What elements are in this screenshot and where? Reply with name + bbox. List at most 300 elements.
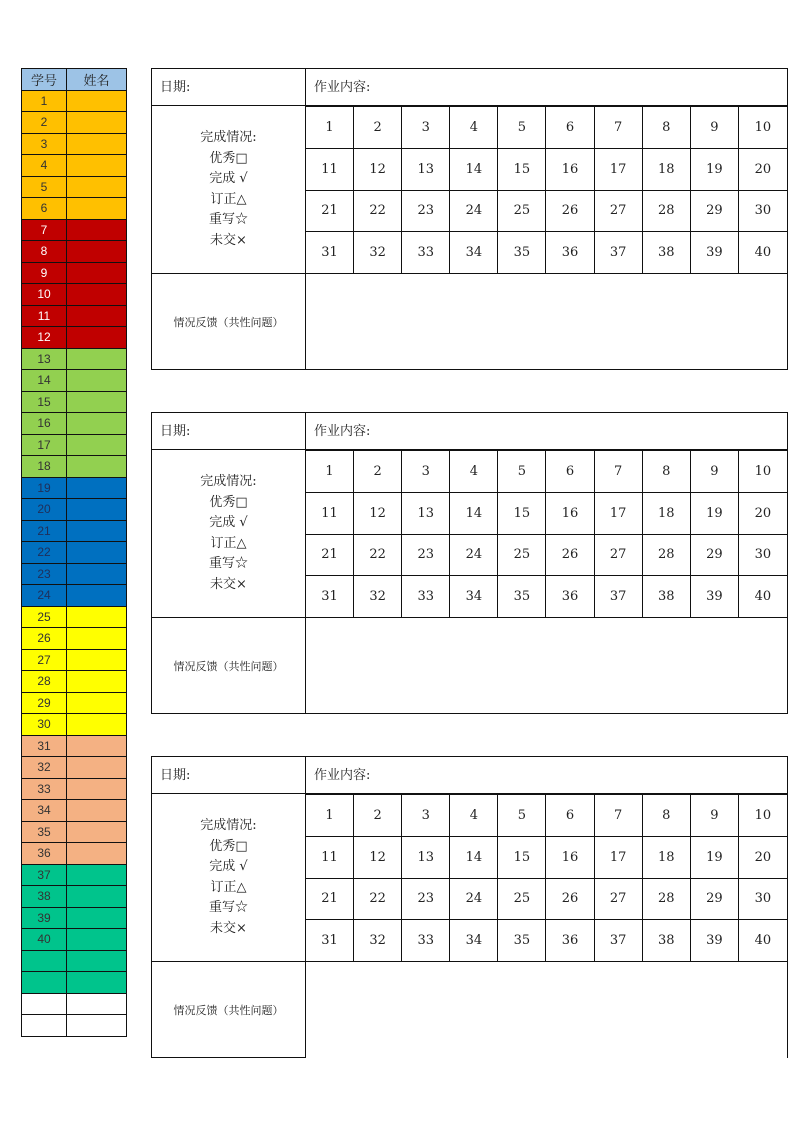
student-name-cell[interactable]	[67, 671, 127, 693]
student-id-cell: 20	[22, 499, 67, 521]
student-name-cell[interactable]	[67, 284, 127, 306]
roster-row	[22, 735, 127, 757]
student-id-cell	[22, 950, 67, 972]
student-number-cell[interactable]: 24	[450, 190, 498, 232]
student-number-grid	[306, 106, 787, 273]
student-number-cell[interactable]: 7	[595, 106, 643, 148]
roster-row	[22, 886, 127, 908]
student-name-cell[interactable]	[67, 456, 127, 478]
student-number-cell[interactable]: 11	[306, 492, 354, 534]
student-number-cell[interactable]: 33	[402, 575, 450, 617]
student-name-cell[interactable]	[67, 886, 127, 908]
student-name-cell[interactable]	[67, 348, 127, 370]
roster-row	[22, 241, 127, 263]
student-number-cell[interactable]: 16	[546, 148, 594, 190]
student-number-cell[interactable]: 38	[643, 575, 691, 617]
student-number-cell[interactable]: 39	[691, 231, 739, 273]
student-number-cell[interactable]: 19	[691, 148, 739, 190]
roster-row	[22, 757, 127, 779]
student-number-cell[interactable]: 30	[739, 534, 787, 576]
roster-row	[22, 972, 127, 994]
date-field[interactable]	[152, 757, 306, 793]
student-number-cell[interactable]: 9	[691, 450, 739, 492]
student-name-cell[interactable]	[67, 714, 127, 736]
student-number-cell[interactable]: 9	[691, 794, 739, 836]
student-number-cell[interactable]: 8	[643, 794, 691, 836]
student-name-cell[interactable]	[67, 864, 127, 886]
student-number-cell[interactable]: 8	[643, 450, 691, 492]
student-number-cell[interactable]: 32	[354, 575, 402, 617]
student-name-cell[interactable]	[67, 370, 127, 392]
legend-not-submitted: 未交×	[210, 232, 247, 248]
legend-rewrite: 重写☆	[208, 212, 248, 227]
feedback-label: 情况反馈（共性问题）	[152, 618, 306, 713]
roster-row	[22, 305, 127, 327]
student-number-cell[interactable]: 3	[402, 106, 450, 148]
homework-content-label: 作业内容:	[314, 424, 371, 439]
roster-row	[22, 800, 127, 822]
student-number-cell[interactable]: 29	[691, 190, 739, 232]
student-id-cell: 1	[22, 90, 67, 112]
roster-row	[22, 606, 127, 628]
completion-legend	[152, 794, 306, 961]
student-number-cell[interactable]: 5	[498, 450, 546, 492]
legend-title: 完成情况:	[200, 818, 257, 833]
student-number-cell[interactable]: 7	[595, 450, 643, 492]
student-name-cell[interactable]	[67, 327, 127, 349]
student-id-cell: 38	[22, 886, 67, 908]
student-number-grid	[306, 794, 787, 961]
roster-row	[22, 90, 127, 112]
homework-record-block	[151, 756, 788, 1058]
student-name-cell[interactable]	[67, 133, 127, 155]
roster-row	[22, 628, 127, 650]
student-name-cell[interactable]	[67, 262, 127, 284]
roster-row	[22, 262, 127, 284]
roster-row	[22, 585, 127, 607]
student-number-cell[interactable]: 23	[402, 878, 450, 920]
student-name-cell[interactable]	[67, 391, 127, 413]
legend-rewrite: 重写☆	[208, 556, 248, 571]
date-field[interactable]	[152, 69, 306, 105]
roster-row	[22, 907, 127, 929]
student-number-cell[interactable]: 40	[739, 231, 787, 273]
student-number-cell[interactable]: 2	[354, 106, 402, 148]
block-header	[151, 756, 788, 793]
student-name-cell[interactable]	[67, 305, 127, 327]
roster-row	[22, 692, 127, 714]
student-number-cell[interactable]: 34	[450, 231, 498, 273]
student-id-cell: 29	[22, 692, 67, 714]
student-number-cell[interactable]: 12	[354, 836, 402, 878]
roster-row	[22, 993, 127, 1015]
student-number-cell[interactable]: 1	[306, 106, 354, 148]
student-number-cell[interactable]: 1	[306, 794, 354, 836]
student-id-cell: 26	[22, 628, 67, 650]
student-number-cell[interactable]: 26	[546, 534, 594, 576]
student-number-cell[interactable]: 10	[739, 106, 787, 148]
roster-row	[22, 391, 127, 413]
roster-header-name: 姓名	[67, 69, 127, 91]
student-roster	[21, 68, 127, 1037]
student-id-cell: 15	[22, 391, 67, 413]
student-number-cell[interactable]: 14	[450, 148, 498, 190]
student-number-cell[interactable]: 18	[643, 836, 691, 878]
student-number-cell[interactable]: 20	[739, 148, 787, 190]
student-number-cell[interactable]: 17	[595, 148, 643, 190]
student-number-cell[interactable]: 25	[498, 190, 546, 232]
student-id-cell: 35	[22, 821, 67, 843]
student-name-cell[interactable]	[67, 520, 127, 542]
feedback-section	[151, 273, 788, 370]
student-name-cell[interactable]	[67, 907, 127, 929]
student-id-cell: 23	[22, 563, 67, 585]
student-number-cell[interactable]: 32	[354, 919, 402, 961]
student-name-cell[interactable]	[67, 692, 127, 714]
student-number-cell[interactable]: 22	[354, 878, 402, 920]
student-name-cell[interactable]	[67, 628, 127, 650]
completion-section	[151, 105, 788, 273]
student-number-cell[interactable]: 37	[595, 919, 643, 961]
legend-correction: 订正△	[210, 535, 247, 551]
legend-excellent: 优秀□	[209, 494, 248, 510]
homework-content-label: 作业内容:	[314, 768, 371, 783]
student-name-cell[interactable]	[67, 735, 127, 757]
student-number-cell[interactable]: 31	[306, 575, 354, 617]
student-id-cell: 40	[22, 929, 67, 951]
student-name-cell[interactable]	[67, 90, 127, 112]
student-number-cell[interactable]: 12	[354, 492, 402, 534]
student-name-cell[interactable]	[67, 649, 127, 671]
legend-not-submitted: 未交×	[210, 920, 247, 936]
student-id-cell: 8	[22, 241, 67, 263]
legend-rewrite: 重写☆	[208, 900, 248, 915]
student-number-cell[interactable]: 35	[498, 575, 546, 617]
legend-complete: 完成 √	[209, 515, 248, 530]
homework-content-label: 作业内容:	[314, 80, 371, 95]
student-number-cell[interactable]: 20	[739, 836, 787, 878]
roster-row	[22, 133, 127, 155]
student-number-cell[interactable]: 19	[691, 492, 739, 534]
roster-row	[22, 821, 127, 843]
roster-row	[22, 864, 127, 886]
student-id-cell: 10	[22, 284, 67, 306]
student-number-cell[interactable]: 35	[498, 919, 546, 961]
student-number-cell[interactable]: 17	[595, 836, 643, 878]
homework-record-block	[151, 68, 788, 370]
student-id-cell: 33	[22, 778, 67, 800]
student-name-cell[interactable]	[67, 585, 127, 607]
student-number-cell[interactable]: 35	[498, 231, 546, 273]
roster-row	[22, 477, 127, 499]
student-number-cell[interactable]: 34	[450, 575, 498, 617]
student-id-cell: 6	[22, 198, 67, 220]
student-number-cell[interactable]: 33	[402, 919, 450, 961]
student-name-cell[interactable]	[67, 155, 127, 177]
student-number-cell[interactable]: 28	[643, 190, 691, 232]
legend-complete: 完成 √	[209, 171, 248, 186]
student-number-cell[interactable]: 28	[643, 878, 691, 920]
student-id-cell: 5	[22, 176, 67, 198]
student-number-cell[interactable]: 27	[595, 534, 643, 576]
student-name-cell[interactable]	[67, 499, 127, 521]
student-number-cell[interactable]: 25	[498, 534, 546, 576]
student-id-cell: 11	[22, 305, 67, 327]
student-name-cell[interactable]	[67, 950, 127, 972]
student-id-cell	[22, 993, 67, 1015]
legend-correction: 订正△	[210, 879, 247, 895]
student-name-cell[interactable]	[67, 434, 127, 456]
student-number-cell[interactable]: 16	[546, 836, 594, 878]
roster-row	[22, 327, 127, 349]
student-name-cell[interactable]	[67, 477, 127, 499]
student-number-cell[interactable]: 11	[306, 836, 354, 878]
student-number-cell[interactable]: 19	[691, 836, 739, 878]
student-number-cell[interactable]: 30	[739, 190, 787, 232]
roster-row	[22, 542, 127, 564]
block-header	[151, 412, 788, 449]
homework-content-field[interactable]	[306, 69, 787, 105]
student-number-cell[interactable]: 8	[643, 106, 691, 148]
student-number-cell[interactable]: 11	[306, 148, 354, 190]
student-name-cell[interactable]	[67, 198, 127, 220]
student-number-cell[interactable]: 7	[595, 794, 643, 836]
student-number-cell[interactable]: 34	[450, 919, 498, 961]
student-number-cell[interactable]: 37	[595, 575, 643, 617]
legend-complete: 完成 √	[209, 859, 248, 874]
student-id-cell: 32	[22, 757, 67, 779]
date-field[interactable]	[152, 413, 306, 449]
student-number-cell[interactable]: 18	[643, 492, 691, 534]
student-id-cell: 12	[22, 327, 67, 349]
student-number-cell[interactable]: 25	[498, 878, 546, 920]
feedback-input-area[interactable]	[306, 274, 787, 369]
roster-header-id: 学号	[22, 69, 67, 91]
student-id-cell: 14	[22, 370, 67, 392]
student-id-cell	[22, 972, 67, 994]
feedback-input-area[interactable]	[306, 962, 787, 1058]
completion-section	[151, 449, 788, 617]
roster-row	[22, 456, 127, 478]
student-number-cell[interactable]: 21	[306, 190, 354, 232]
student-number-cell[interactable]: 23	[402, 534, 450, 576]
roster-row	[22, 219, 127, 241]
student-number-cell[interactable]: 16	[546, 492, 594, 534]
student-number-cell[interactable]: 37	[595, 231, 643, 273]
student-number-cell[interactable]: 13	[402, 836, 450, 878]
student-number-cell[interactable]: 31	[306, 919, 354, 961]
student-name-cell[interactable]	[67, 241, 127, 263]
student-number-cell[interactable]: 39	[691, 919, 739, 961]
student-number-cell[interactable]: 6	[546, 106, 594, 148]
student-number-cell[interactable]: 21	[306, 878, 354, 920]
legend-title: 完成情况:	[200, 130, 257, 145]
student-name-cell[interactable]	[67, 972, 127, 994]
completion-section	[151, 793, 788, 961]
student-number-cell[interactable]: 13	[402, 148, 450, 190]
student-number-cell[interactable]: 29	[691, 534, 739, 576]
roster-row	[22, 1015, 127, 1037]
feedback-input-area[interactable]	[306, 618, 787, 713]
student-number-cell[interactable]: 5	[498, 106, 546, 148]
student-number-cell[interactable]: 3	[402, 450, 450, 492]
student-number-cell[interactable]: 26	[546, 878, 594, 920]
roster-row	[22, 950, 127, 972]
student-number-cell[interactable]: 4	[450, 106, 498, 148]
student-name-cell[interactable]	[67, 1015, 127, 1037]
student-name-cell[interactable]	[67, 993, 127, 1015]
student-number-cell[interactable]: 23	[402, 190, 450, 232]
student-number-cell[interactable]: 5	[498, 794, 546, 836]
student-name-cell[interactable]	[67, 821, 127, 843]
student-number-cell[interactable]: 9	[691, 106, 739, 148]
student-number-cell[interactable]: 2	[354, 794, 402, 836]
roster-row	[22, 176, 127, 198]
student-id-cell: 37	[22, 864, 67, 886]
student-number-cell[interactable]: 31	[306, 231, 354, 273]
student-name-cell[interactable]	[67, 176, 127, 198]
student-number-cell[interactable]: 17	[595, 492, 643, 534]
student-name-cell[interactable]	[67, 929, 127, 951]
student-number-cell[interactable]: 36	[546, 575, 594, 617]
student-number-cell[interactable]: 15	[498, 148, 546, 190]
roster-row	[22, 155, 127, 177]
roster-row	[22, 778, 127, 800]
student-number-cell[interactable]: 21	[306, 534, 354, 576]
student-number-cell[interactable]: 6	[546, 450, 594, 492]
student-number-cell[interactable]: 22	[354, 534, 402, 576]
student-id-cell: 22	[22, 542, 67, 564]
student-number-cell[interactable]: 36	[546, 919, 594, 961]
student-name-cell[interactable]	[67, 219, 127, 241]
student-number-cell[interactable]: 15	[498, 492, 546, 534]
completion-legend	[152, 450, 306, 617]
legend-excellent: 优秀□	[209, 150, 248, 166]
student-id-cell: 13	[22, 348, 67, 370]
roster-row	[22, 348, 127, 370]
roster-row	[22, 563, 127, 585]
student-number-cell[interactable]: 14	[450, 836, 498, 878]
student-number-cell[interactable]: 20	[739, 492, 787, 534]
block-header	[151, 68, 788, 105]
feedback-label: 情况反馈（共性问题）	[152, 962, 306, 1058]
feedback-section	[151, 617, 788, 714]
student-id-cell: 4	[22, 155, 67, 177]
student-number-cell[interactable]: 30	[739, 878, 787, 920]
homework-record-block	[151, 412, 788, 714]
student-name-cell[interactable]	[67, 800, 127, 822]
student-number-cell[interactable]: 38	[643, 231, 691, 273]
student-number-cell[interactable]: 29	[691, 878, 739, 920]
student-number-cell[interactable]: 14	[450, 492, 498, 534]
homework-content-field[interactable]	[306, 757, 787, 793]
homework-content-field[interactable]	[306, 413, 787, 449]
student-name-cell[interactable]	[67, 843, 127, 865]
student-id-cell: 39	[22, 907, 67, 929]
student-number-grid	[306, 450, 787, 617]
student-id-cell: 21	[22, 520, 67, 542]
student-number-cell[interactable]: 1	[306, 450, 354, 492]
student-id-cell: 24	[22, 585, 67, 607]
student-number-cell[interactable]: 18	[643, 148, 691, 190]
student-id-cell: 17	[22, 434, 67, 456]
student-name-cell[interactable]	[67, 563, 127, 585]
student-name-cell[interactable]	[67, 778, 127, 800]
student-number-cell[interactable]: 13	[402, 492, 450, 534]
roster-row	[22, 714, 127, 736]
student-name-cell[interactable]	[67, 112, 127, 134]
student-id-cell: 16	[22, 413, 67, 435]
student-number-cell[interactable]: 36	[546, 231, 594, 273]
student-id-cell: 28	[22, 671, 67, 693]
student-number-cell[interactable]: 39	[691, 575, 739, 617]
student-id-cell: 36	[22, 843, 67, 865]
student-id-cell: 30	[22, 714, 67, 736]
student-number-cell[interactable]: 4	[450, 794, 498, 836]
student-name-cell[interactable]	[67, 757, 127, 779]
roster-row	[22, 112, 127, 134]
roster-row	[22, 413, 127, 435]
roster-row	[22, 929, 127, 951]
student-name-cell[interactable]	[67, 542, 127, 564]
date-label: 日期:	[160, 424, 191, 439]
student-number-cell[interactable]: 10	[739, 794, 787, 836]
student-id-cell: 2	[22, 112, 67, 134]
student-number-cell[interactable]: 3	[402, 794, 450, 836]
roster-row	[22, 434, 127, 456]
student-number-cell[interactable]: 27	[595, 190, 643, 232]
student-number-cell[interactable]: 24	[450, 534, 498, 576]
student-number-cell[interactable]: 10	[739, 450, 787, 492]
student-number-cell[interactable]: 4	[450, 450, 498, 492]
student-name-cell[interactable]	[67, 606, 127, 628]
student-number-cell[interactable]: 40	[739, 575, 787, 617]
legend-excellent: 优秀□	[209, 838, 248, 854]
student-number-cell[interactable]: 2	[354, 450, 402, 492]
student-id-cell: 3	[22, 133, 67, 155]
roster-row	[22, 499, 127, 521]
roster-row	[22, 198, 127, 220]
legend-not-submitted: 未交×	[210, 576, 247, 592]
student-id-cell: 18	[22, 456, 67, 478]
student-id-cell: 7	[22, 219, 67, 241]
student-id-cell: 9	[22, 262, 67, 284]
legend-correction: 订正△	[210, 191, 247, 207]
student-number-cell[interactable]: 6	[546, 794, 594, 836]
student-id-cell: 34	[22, 800, 67, 822]
roster-row	[22, 284, 127, 306]
student-number-cell[interactable]: 26	[546, 190, 594, 232]
student-number-cell[interactable]: 12	[354, 148, 402, 190]
completion-legend	[152, 106, 306, 273]
student-id-cell: 31	[22, 735, 67, 757]
student-id-cell: 19	[22, 477, 67, 499]
date-label: 日期:	[160, 768, 191, 783]
student-number-cell[interactable]: 27	[595, 878, 643, 920]
student-name-cell[interactable]	[67, 413, 127, 435]
roster-row	[22, 671, 127, 693]
student-number-cell[interactable]: 40	[739, 919, 787, 961]
student-number-cell[interactable]: 24	[450, 878, 498, 920]
student-number-cell[interactable]: 38	[643, 919, 691, 961]
student-number-cell[interactable]: 15	[498, 836, 546, 878]
feedback-section	[151, 961, 788, 1058]
student-number-cell[interactable]: 33	[402, 231, 450, 273]
student-number-cell[interactable]: 32	[354, 231, 402, 273]
student-id-cell	[22, 1015, 67, 1037]
student-number-cell[interactable]: 28	[643, 534, 691, 576]
student-number-cell[interactable]: 22	[354, 190, 402, 232]
